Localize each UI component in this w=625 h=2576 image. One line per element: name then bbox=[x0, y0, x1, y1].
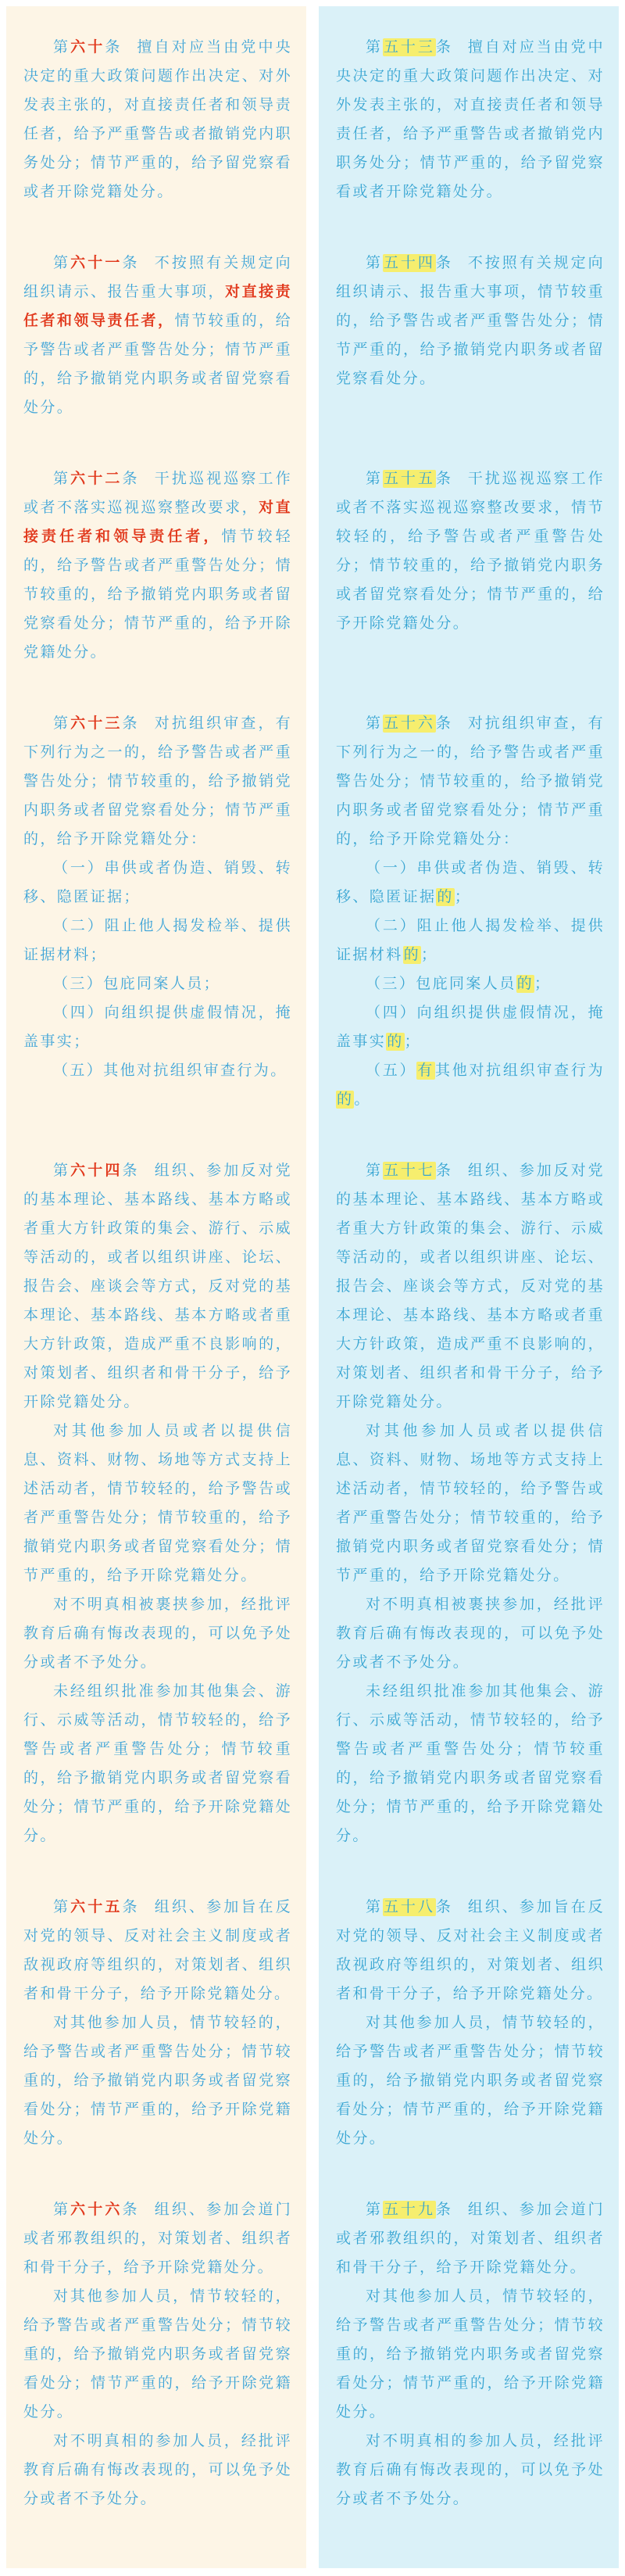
article-block bbox=[23, 2195, 292, 2513]
article-block bbox=[23, 709, 292, 1085]
article-number-prefix: 第 bbox=[366, 1899, 383, 1915]
article-paragraph bbox=[336, 1590, 605, 1677]
article-number-suffix: 条 bbox=[435, 255, 453, 271]
article-paragraph bbox=[23, 1417, 292, 1590]
emphasis-text: 对直接责任者和领导责任者， bbox=[23, 284, 292, 329]
article-number-suffix: 条 bbox=[435, 715, 453, 732]
article-number-suffix: 条 bbox=[435, 1899, 453, 1915]
article-block bbox=[23, 33, 292, 206]
article-number: 六十三 bbox=[70, 715, 123, 732]
article-paragraph bbox=[23, 2282, 292, 2427]
body-text: （三）包庇同案人员； bbox=[53, 976, 221, 992]
left-column-article-cell bbox=[0, 2195, 312, 2556]
highlight-mark: 的 bbox=[516, 976, 534, 992]
article-number-prefix: 第 bbox=[366, 39, 383, 56]
body-text: 组织、参加反对党的基本理论、基本路线、基本方略或者重大方针政策的集会、游行、示威等活动的，或者以组织讲座、论坛、报告会、座谈会等方式，反对党的基本理论、基本路线、基本方略或者重大方针政策，造成严重不良影响的，对策划者、组织者和骨干分子，给予开除党籍处分。 bbox=[336, 1163, 605, 1410]
highlight-mark: 有 bbox=[417, 1062, 434, 1079]
article-number-prefix: 第 bbox=[53, 1163, 71, 1179]
body-text: （四）向组织提供虚假情况，掩盖事实 bbox=[336, 1005, 605, 1050]
highlight-mark: 的 bbox=[337, 1091, 354, 1108]
article-number-suffix: 条 bbox=[122, 2202, 140, 2218]
article-number-prefix: 第 bbox=[366, 1163, 383, 1179]
body-text: 擅自对应当由党中央决定的重大政策问题作出决定、对外发表主张的，对直接责任者和领导责任者，给予严重警告或者撤销党内职务处分；情节严重的，给予留党察看或者开除党籍处分。 bbox=[336, 39, 605, 200]
article-paragraph bbox=[336, 969, 605, 998]
body-text: 对抗组织审查，有下列行为之一的，给予警告或者严重警告处分；情节较重的，给予撤销党内职务或者留党察看处分；情节严重的，给予开除党籍处分： bbox=[336, 715, 605, 847]
article-paragraph bbox=[336, 912, 605, 969]
body-text: ； bbox=[404, 1034, 422, 1050]
body-text: 组织、参加会道门或者邪教组织的，对策划者、组织者和骨干分子，给予开除党籍处分。 bbox=[336, 2202, 605, 2276]
article-number: 五十五 bbox=[383, 471, 435, 487]
body-text: 不按照有关规定向组织请示、报告重大事项，情节较重的，给予警告或者严重警告处分；情节严重的，给予撤销党内职务或者留党察看处分。 bbox=[336, 255, 605, 387]
article-number-suffix: 条 bbox=[122, 715, 140, 732]
highlight-mark: 的 bbox=[437, 889, 454, 905]
article-number-prefix: 第 bbox=[53, 2202, 71, 2218]
body-text: ； bbox=[421, 947, 438, 963]
article-number: 六十二 bbox=[70, 471, 123, 487]
article-paragraph bbox=[23, 969, 292, 998]
article-number: 六十 bbox=[70, 39, 105, 56]
article-paragraph bbox=[23, 998, 292, 1056]
article-block bbox=[23, 1156, 292, 1850]
article-paragraph bbox=[23, 1590, 292, 1677]
article-number-suffix: 条 bbox=[122, 1163, 140, 1179]
article-paragraph bbox=[336, 464, 605, 638]
article-number: 五十四 bbox=[383, 255, 435, 271]
article-paragraph bbox=[23, 1056, 292, 1085]
article-paragraph bbox=[336, 1677, 605, 1850]
article-number-suffix: 条 bbox=[435, 471, 453, 487]
article-number-suffix: 条 bbox=[105, 39, 123, 56]
article-number-prefix: 第 bbox=[53, 255, 71, 271]
body-text: 对其他参加人员，情节较轻的，给予警告或者严重警告处分；情节较重的，给予撤销党内职务或者留党察看处分；情节严重的，给予开除党籍处分。 bbox=[336, 2015, 605, 2147]
body-text: 对抗组织审查，有下列行为之一的，给予警告或者严重警告处分；情节较重的，给予撤销党内职务或者留党察看处分；情节严重的，给予开除党籍处分： bbox=[23, 715, 293, 847]
article-paragraph bbox=[23, 2195, 292, 2282]
article-number-prefix: 第 bbox=[53, 39, 71, 56]
article-number-suffix: 条 bbox=[435, 2202, 453, 2218]
body-text: （一）串供或者伪造、销毁、转移、隐匿证据； bbox=[23, 860, 292, 905]
article-number: 六十五 bbox=[70, 1899, 123, 1915]
body-text: 对其他参加人员，情节较轻的，给予警告或者严重警告处分；情节较重的，给予撤销党内职务或者留党察看处分；情节严重的，给予开除党籍处分。 bbox=[23, 2015, 292, 2147]
body-text: 组织、参加反对党的基本理论、基本路线、基本方略或者重大方针政策的集会、游行、示威等活动的，或者以组织讲座、论坛、报告会、座谈会等方式，反对党的基本理论、基本路线、基本方略或者重大方针政策，造成严重不良影响的，对策划者、组织者和骨干分子，给予开除党籍处分。 bbox=[23, 1163, 293, 1410]
article-paragraph bbox=[23, 854, 292, 912]
article-paragraph bbox=[336, 2427, 605, 2513]
article-paragraph bbox=[23, 33, 292, 206]
body-text: 组织、参加旨在反对党的领导、反对社会主义制度或者敌视政府等组织的，对策划者、组织者和骨干分子，给予开除党籍处分。 bbox=[336, 1899, 605, 2002]
body-text: 未经组织批准参加其他集会、游行、示威等活动，情节较轻的，给予警告或者严重警告处分；情节较重的，给予撤销党内职务或者留党察看处分；情节严重的，给予开除党籍处分。 bbox=[336, 1683, 605, 1844]
right-column-article-cell bbox=[312, 33, 625, 249]
article-paragraph bbox=[23, 912, 292, 969]
body-text: ； bbox=[454, 889, 472, 905]
body-text: 情节较重的，给予警告或者严重警告处分；情节严重的，给予撤销党内职务或者留党察看处分。 bbox=[23, 313, 292, 416]
body-text: （五） bbox=[366, 1062, 417, 1079]
article-paragraph bbox=[23, 2427, 292, 2513]
body-text: 对不明真相被裹挟参加，经批评教育后确有悔改表现的，可以免予处分或者不予处分。 bbox=[336, 1596, 605, 1671]
article-paragraph bbox=[336, 249, 605, 393]
body-text: ； bbox=[534, 976, 552, 992]
article-paragraph bbox=[336, 709, 605, 854]
body-text: 其他对抗组织审查行为 bbox=[434, 1062, 605, 1079]
body-text: 情节较轻的，给予警告或者严重警告处分；情节较重的，给予撤销党内职务或者留党察看处分；情节严重的，给予开除党籍处分。 bbox=[23, 528, 292, 661]
article-paragraph bbox=[336, 1893, 605, 2008]
body-text: 对其他参加人员，情节较轻的，给予警告或者严重警告处分；情节较重的，给予撤销党内职务或者留党察看处分；情节严重的，给予开除党籍处分。 bbox=[336, 2288, 605, 2420]
article-number-prefix: 第 bbox=[366, 2202, 383, 2218]
left-column-article-cell bbox=[0, 33, 312, 249]
article-number: 五十八 bbox=[383, 1899, 435, 1915]
article-number: 五十九 bbox=[383, 2202, 435, 2218]
body-text: 。 bbox=[354, 1091, 371, 1108]
body-text: （三）包庇同案人员 bbox=[366, 976, 516, 992]
article-number: 六十六 bbox=[70, 2202, 123, 2218]
article-block bbox=[23, 249, 292, 422]
article-paragraph bbox=[23, 1677, 292, 1850]
article-number: 六十一 bbox=[70, 255, 123, 271]
article-paragraph bbox=[336, 1056, 605, 1114]
article-paragraph bbox=[23, 464, 292, 667]
article-number-suffix: 条 bbox=[435, 39, 453, 56]
article-number: 五十七 bbox=[383, 1163, 435, 1179]
highlight-mark: 的 bbox=[403, 947, 421, 963]
article-paragraph bbox=[336, 2195, 605, 2282]
body-text: 干扰巡视巡察工作或者不落实巡视巡察整改要求，情节较轻的，给予警告或者严重警告处分；情节较重的，给予撤销党内职务或者留党察看处分；情节严重的，给予开除党籍处分。 bbox=[336, 471, 605, 632]
body-text: 对不明真相的参加人员，经批评教育后确有悔改表现的，可以免予处分或者不予处分。 bbox=[23, 2433, 292, 2507]
body-text: 对其他参加人员或者以提供信息、资料、财物、场地等方式支持上述活动者，情节较轻的，给予警告或者严重警告处分；情节较重的，给予撤销党内职务或者留党察看处分；情节严重的，给予开除党籍处分。 bbox=[336, 1423, 605, 1584]
left-column-article-cell bbox=[0, 249, 312, 464]
article-number-prefix: 第 bbox=[53, 471, 71, 487]
article-number-suffix: 条 bbox=[122, 471, 140, 487]
right-column-article-cell bbox=[312, 2195, 625, 2556]
left-column-article-cell bbox=[0, 1156, 312, 1893]
body-text: 对不明真相被裹挟参加，经批评教育后确有悔改表现的，可以免予处分或者不予处分。 bbox=[23, 1596, 292, 1671]
body-text: （五）其他对抗组织审查行为。 bbox=[53, 1062, 288, 1079]
body-text: 干扰巡视巡察工作或者不落实巡视巡察整改要求， bbox=[23, 471, 293, 516]
article-paragraph bbox=[336, 998, 605, 1056]
article-block bbox=[336, 2195, 605, 2513]
article-number-prefix: 第 bbox=[366, 715, 383, 732]
article-paragraph bbox=[336, 854, 605, 912]
article-paragraph bbox=[336, 1156, 605, 1417]
right-column-article-cell bbox=[312, 249, 625, 464]
article-block bbox=[336, 709, 605, 1114]
left-column-article-cell bbox=[0, 709, 312, 1156]
article-number: 五十六 bbox=[383, 715, 435, 732]
article-paragraph bbox=[23, 249, 292, 422]
article-block bbox=[336, 1156, 605, 1850]
body-text: （四）向组织提供虚假情况，掩盖事实； bbox=[23, 1005, 292, 1050]
article-block bbox=[336, 33, 605, 206]
right-column-article-cell bbox=[312, 709, 625, 1156]
body-text: 对其他参加人员，情节较轻的，给予警告或者严重警告处分；情节较重的，给予撤销党内职务或者留党察看处分；情节严重的，给予开除党籍处分。 bbox=[23, 2288, 292, 2420]
article-number-prefix: 第 bbox=[53, 715, 71, 732]
article-block bbox=[336, 249, 605, 393]
body-text: 擅自对应当由党中央决定的重大政策问题作出决定、对外发表主张的，对直接责任者和领导责任者，给予严重警告或者撤销党内职务处分；情节严重的，给予留党察看或者开除党籍处分。 bbox=[23, 39, 292, 200]
left-column-article-cell bbox=[0, 464, 312, 709]
left-column-article-cell bbox=[0, 1893, 312, 2195]
article-paragraph bbox=[23, 1893, 292, 2008]
article-number-suffix: 条 bbox=[122, 255, 140, 271]
highlight-mark: 的 bbox=[387, 1034, 404, 1050]
article-number-suffix: 条 bbox=[435, 1163, 453, 1179]
right-column-article-cell bbox=[312, 464, 625, 709]
article-paragraph bbox=[336, 1417, 605, 1590]
article-number-prefix: 第 bbox=[53, 1899, 71, 1915]
body-text: （二）阻止他人揭发检举、提供证据材料 bbox=[336, 918, 605, 963]
body-text: 未经组织批准参加其他集会、游行、示威等活动，情节较轻的，给予警告或者严重警告处分；情节较重的，给予撤销党内职务或者留党察看处分；情节严重的，给予开除党籍处分。 bbox=[23, 1683, 292, 1844]
article-block bbox=[23, 1893, 292, 2153]
article-paragraph bbox=[336, 33, 605, 206]
body-text: 对其他参加人员或者以提供信息、资料、财物、场地等方式支持上述活动者，情节较轻的，给予警告或者严重警告处分；情节较重的，给予撤销党内职务或者留党察看处分；情节严重的，给予开除党籍处分。 bbox=[23, 1423, 292, 1584]
article-number-suffix: 条 bbox=[122, 1899, 140, 1915]
article-paragraph bbox=[336, 2008, 605, 2153]
article-block bbox=[23, 464, 292, 667]
body-text: 对不明真相的参加人员，经批评教育后确有悔改表现的，可以免予处分或者不予处分。 bbox=[336, 2433, 605, 2507]
body-text: 组织、参加旨在反对党的领导、反对社会主义制度或者敌视政府等组织的，对策划者、组织者和骨干分子，给予开除党籍处分。 bbox=[23, 1899, 293, 2002]
article-number-prefix: 第 bbox=[366, 471, 383, 487]
article-paragraph bbox=[336, 2282, 605, 2427]
right-column-article-cell bbox=[312, 1893, 625, 2195]
article-number: 五十三 bbox=[383, 39, 435, 56]
article-number: 六十四 bbox=[70, 1163, 123, 1179]
body-text: 不按照有关规定向组织请示、报告重大事项， bbox=[23, 255, 293, 300]
article-number-prefix: 第 bbox=[366, 255, 383, 271]
article-paragraph bbox=[23, 1156, 292, 1417]
right-column-article-cell bbox=[312, 1156, 625, 1893]
body-text: （一）串供或者伪造、销毁、转移、隐匿证据 bbox=[336, 860, 605, 905]
body-text: 组织、参加会道门或者邪教组织的，对策划者、组织者和骨干分子，给予开除党籍处分。 bbox=[23, 2202, 293, 2276]
article-block bbox=[336, 1893, 605, 2153]
body-text: （二）阻止他人揭发检举、提供证据材料； bbox=[23, 918, 292, 963]
article-block bbox=[336, 464, 605, 638]
article-paragraph bbox=[23, 709, 292, 854]
article-paragraph bbox=[23, 2008, 292, 2153]
emphasis-text: 对直接责任者和领导责任者， bbox=[23, 500, 292, 545]
